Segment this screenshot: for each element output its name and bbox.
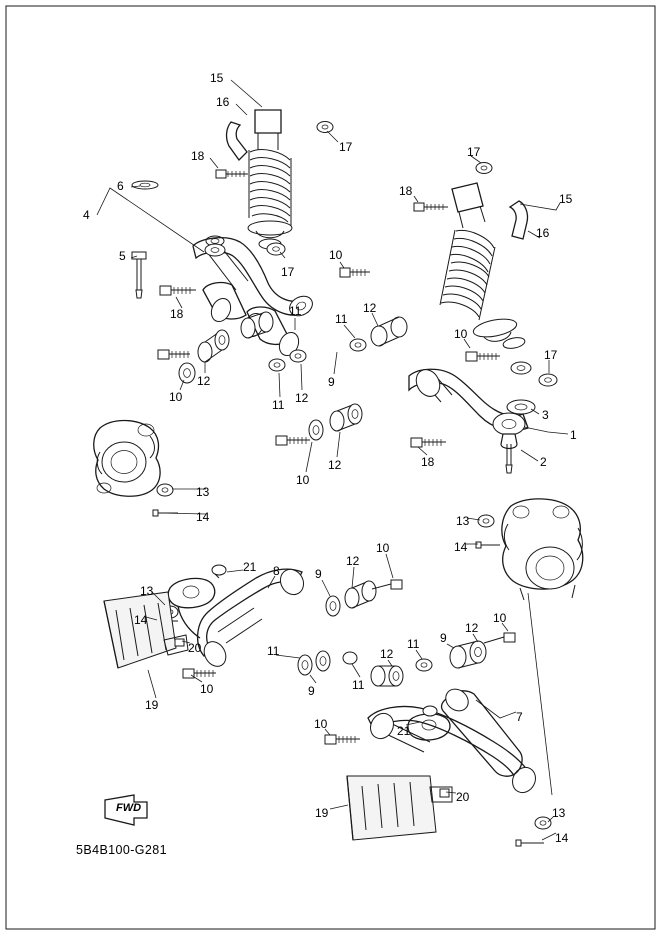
callout-13d: 13 — [552, 806, 566, 820]
callout-3: 3 — [542, 408, 549, 422]
pin-14-bottom-right — [516, 840, 544, 846]
callout-7: 7 — [516, 710, 523, 724]
bolt-18-left-arm — [160, 286, 196, 295]
nut-17-right — [476, 163, 492, 174]
callout-4: 4 — [83, 208, 90, 222]
callout-12g: 12 — [465, 621, 479, 635]
callout-10c: 10 — [296, 473, 310, 487]
callout-18b: 18 — [170, 307, 184, 321]
nut-13-bottom-right — [535, 817, 551, 829]
callout-17c: 17 — [467, 145, 481, 159]
callout-2: 2 — [540, 455, 547, 469]
callout-13a: 13 — [456, 514, 470, 528]
steering-knuckle-left — [94, 421, 160, 497]
callout-9c: 9 — [308, 684, 315, 698]
callout-20a: 20 — [188, 641, 202, 655]
callout-10b: 10 — [169, 390, 183, 404]
callout-10e: 10 — [200, 682, 214, 696]
part-code-label: 5B4B100-G281 — [76, 843, 167, 857]
callout-11d: 11 — [267, 644, 280, 658]
callout-12f: 12 — [380, 647, 394, 661]
bolt-18-upper-left — [216, 170, 248, 178]
nut-13-right-knuckle — [478, 515, 494, 527]
callout-10h: 10 — [314, 717, 328, 731]
bolt-20-right — [440, 789, 449, 797]
callout-17d: 17 — [544, 348, 558, 362]
callout-15a: 15 — [210, 71, 224, 85]
bolt-20-left — [175, 639, 184, 646]
pin-14-right-knuckle — [476, 542, 500, 548]
upper-arm-left — [193, 238, 316, 359]
callout-12d: 12 — [328, 458, 342, 472]
callout-19a: 19 — [145, 698, 159, 712]
callout-9b: 9 — [315, 567, 322, 581]
callout-10a: 10 — [329, 248, 343, 262]
nut-17-right-lower — [539, 374, 557, 386]
bushing-group-left-lower — [309, 404, 362, 440]
leader-knuckle-to-13 — [528, 593, 552, 795]
callout-16b: 16 — [536, 226, 550, 240]
callout-11e: 11 — [352, 678, 365, 692]
bolt-18-right-arm — [411, 438, 446, 447]
callout-9d: 9 — [440, 631, 447, 645]
bushing-group-lower-left-upper — [326, 581, 376, 616]
bolt-10-bottom-left — [325, 735, 360, 744]
steering-knuckle-right — [502, 499, 583, 600]
callout-12c: 12 — [363, 301, 377, 315]
callout-17a: 17 — [339, 140, 353, 154]
callout-11b: 11 — [272, 398, 285, 412]
callout-13b: 13 — [196, 485, 210, 499]
callout-14d: 14 — [555, 831, 569, 845]
callout-labels — [83, 71, 577, 845]
skid-plate-right — [347, 776, 452, 840]
callout-11f: 11 — [407, 637, 420, 651]
callout-13c: 13 — [140, 584, 154, 598]
callout-11c: 11 — [335, 312, 348, 326]
callout-18d: 18 — [421, 455, 435, 469]
callout-8: 8 — [273, 564, 280, 578]
fwd-label: FWD — [116, 802, 142, 814]
washer-6 — [132, 181, 158, 189]
callout-16a: 16 — [216, 95, 230, 109]
callout-14a: 14 — [454, 540, 468, 554]
shock-absorber-left — [206, 110, 292, 249]
bolt-18-upper-right — [414, 203, 448, 211]
callout-14c: 14 — [134, 613, 148, 627]
callout-10f: 10 — [376, 541, 390, 555]
bushing-group-upper-left — [179, 312, 273, 383]
ball-joint-5 — [132, 252, 146, 298]
callout-21b: 21 — [397, 724, 411, 738]
callout-12e: 12 — [346, 554, 360, 568]
bolt-10-upper-mid — [340, 268, 370, 277]
nut-13-left-knuckle — [157, 484, 173, 496]
callout-12b: 12 — [295, 391, 309, 405]
bolt-10-lowerleft-upper — [372, 580, 402, 589]
callout-21a: 21 — [243, 560, 257, 574]
callout-10d: 10 — [454, 327, 468, 341]
callout-18a: 18 — [191, 149, 205, 163]
callout-6: 6 — [117, 179, 124, 193]
callout-14b: 14 — [196, 510, 210, 524]
bolt-10-left-arm — [158, 350, 190, 359]
callout-11a: 11 — [289, 304, 302, 318]
callout-17b: 17 — [281, 265, 295, 279]
bolt-10-bottom-right-upper — [484, 633, 515, 643]
callout-18c: 18 — [399, 184, 413, 198]
callout-19b: 19 — [315, 806, 329, 820]
callout-10g: 10 — [493, 611, 507, 625]
callout-5: 5 — [119, 249, 126, 263]
bolt-10-left-lower — [276, 436, 310, 445]
callout-1: 1 — [570, 428, 577, 442]
callout-15b: 15 — [559, 192, 573, 206]
callout-12a: 12 — [197, 374, 211, 388]
nut-17-mid — [267, 243, 285, 255]
nut-17-left — [317, 122, 333, 133]
callout-9a: 9 — [328, 375, 335, 389]
callout-20b: 20 — [456, 790, 470, 804]
bolt-10-lower-left — [183, 669, 216, 678]
skid-plate-left — [104, 592, 188, 668]
shock-absorber-right — [440, 183, 531, 374]
bolt-10-right-upper — [466, 352, 500, 361]
